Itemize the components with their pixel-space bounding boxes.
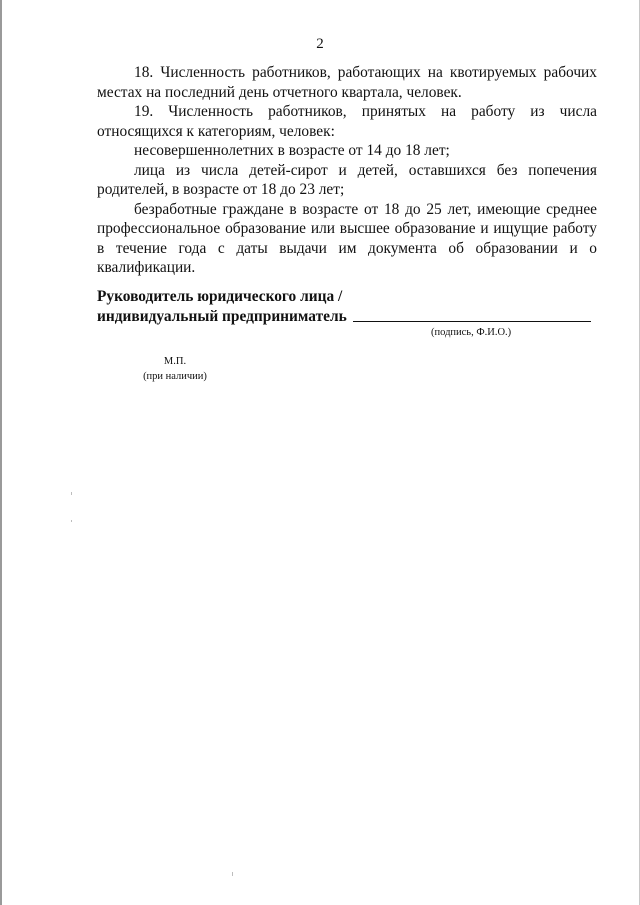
- stamp-note: (при наличии): [143, 371, 207, 382]
- page-number: 2: [316, 36, 324, 52]
- document-body: [97, 63, 597, 278]
- scan-speck: [232, 872, 233, 876]
- signature-line[interactable]: [353, 321, 591, 322]
- paragraph-orphans: лица из числа детей-сирот и детей, оставшихся без попечения родителей, в возрасте от 18 до 23 лет;: [97, 161, 597, 198]
- paragraph-unemployed: безработные граждане в возрасте от 18 до 25 лет, имеющие среднее профессиональное образование или высшее образование и ищущие работу в течение года с даты выдачи им документа об образовании и о квалификации.: [97, 200, 597, 276]
- scan-speck: [71, 520, 72, 522]
- stamp-label: М.П.: [163, 356, 187, 367]
- page-edge-left: [0, 0, 2, 905]
- paragraph-item-18: 18. Численность работников, работающих на квотируемых рабочих местах на последний день отчетного квартала, человек.: [97, 64, 597, 101]
- signature-caption: (подпись, Ф.И.О.): [431, 327, 512, 338]
- signatory-title-line1: Руководитель юридического лица /: [97, 288, 343, 305]
- paragraph-item-19: 19. Численность работников, принятых на работу из числа относящихся к категориям, человек:: [97, 103, 597, 140]
- signatory-title-line2: индивидуальный предприниматель: [97, 308, 347, 325]
- signature-block: [97, 287, 597, 338]
- stamp-placeholder: [140, 354, 210, 384]
- scan-speck: [71, 492, 72, 495]
- paragraph-minors: несовершеннолетних в возрасте от 14 до 18 лет;: [134, 142, 450, 159]
